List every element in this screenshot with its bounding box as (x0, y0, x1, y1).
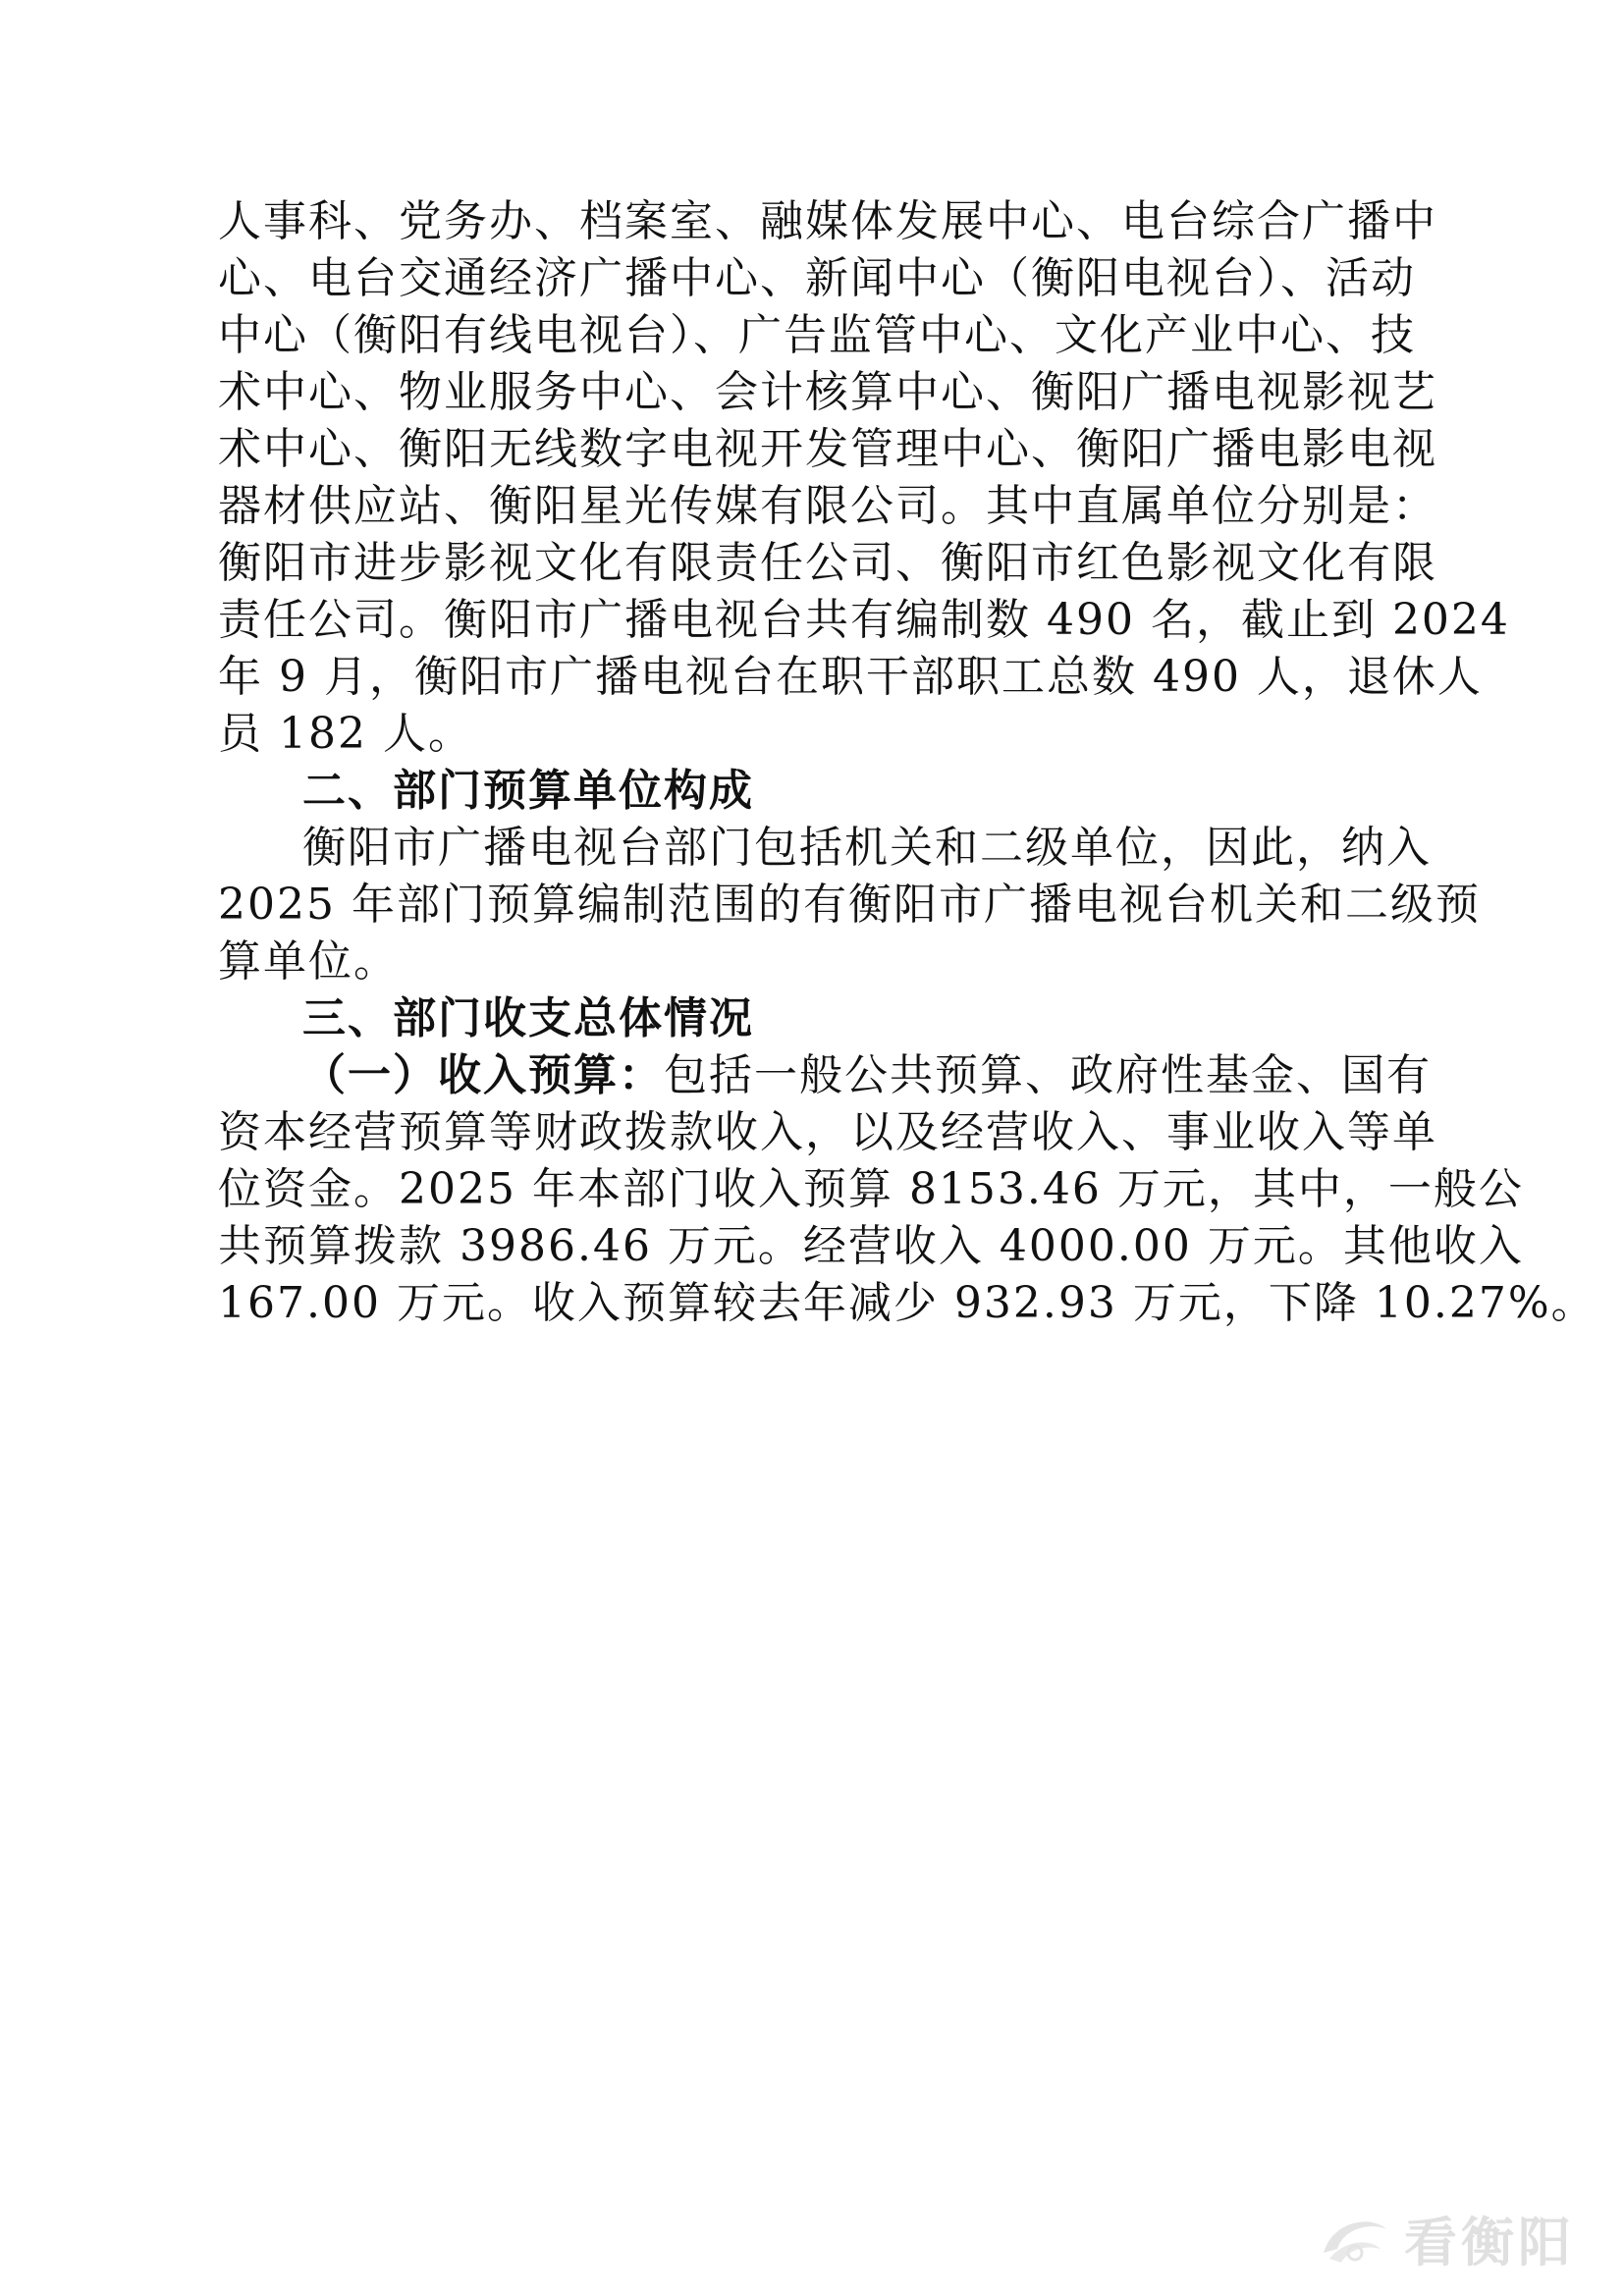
paragraph1-line-10: 员 182 人。 (218, 709, 473, 759)
paragraph1-line-7: 衡阳市进步影视文化有限责任公司、衡阳市红色影视文化有限 (218, 538, 1437, 588)
watermark-text: 看衡阳 (1404, 2212, 1575, 2273)
paragraph2-line-2: 2025 年部门预算编制范围的有衡阳市广播电视台机关和二级预 (218, 880, 1481, 930)
paragraph3-line-3: 位资金。2025 年本部门收入预算 8153.46 万元，其中，一般公 (218, 1164, 1524, 1214)
section-heading-2: 二、部门预算单位构成 (302, 766, 754, 816)
paragraph3-line-2: 资本经营预算等财政拨款收入，以及经营收入、事业收入等单 (218, 1107, 1437, 1157)
paragraph1-line-5: 术中心、衡阳无线数字电视开发管理中心、衡阳广播电影电视 (218, 424, 1437, 474)
paragraph1-line-4: 术中心、物业服务中心、会计核算中心、衡阳广播电视影视艺 (218, 367, 1437, 417)
watermark (1316, 2201, 1575, 2276)
paragraph2-line-1: 衡阳市广播电视台部门包括机关和二级单位，因此，纳入 (302, 823, 1432, 873)
income-budget-lead: （一）收入预算： (302, 1050, 664, 1100)
paragraph1-line-1: 人事科、党务办、档案室、融媒体发展中心、电台综合广播中 (218, 196, 1437, 246)
paragraph2-line-3: 算单位。 (218, 936, 399, 987)
paragraph1-line-3: 中心（衡阳有线电视台）、广告监管中心、文化产业中心、技 (218, 310, 1416, 360)
paragraph3-line-1 (302, 1046, 1432, 1105)
paragraph1-line-8: 责任公司。衡阳市广播电视台共有编制数 490 名，截止到 2024 (218, 595, 1510, 645)
section-heading-3: 三、部门收支总体情况 (302, 993, 754, 1043)
paragraph1-line-2: 心、电台交通经济广播中心、新闻中心（衡阳电视台）、活动 (218, 253, 1416, 303)
paragraph1-line-9: 年 9 月，衡阳市广播电视台在职干部职工总数 490 人，退休人 (218, 652, 1483, 702)
swirl-logo-icon (1316, 2210, 1394, 2269)
paragraph3-line-5: 167.00 万元。收入预算较去年减少 932.93 万元，下降 10.27%。 (218, 1278, 1597, 1328)
paragraph1-line-6: 器材供应站、衡阳星光传媒有限公司。其中直属单位分别是： (218, 481, 1437, 531)
paragraph3-line-4: 共预算拨款 3986.46 万元。经营收入 4000.00 万元。其他收入 (218, 1221, 1524, 1271)
paragraph3-line-1-rest: 包括一般公共预算、政府性基金、国有 (664, 1050, 1432, 1100)
